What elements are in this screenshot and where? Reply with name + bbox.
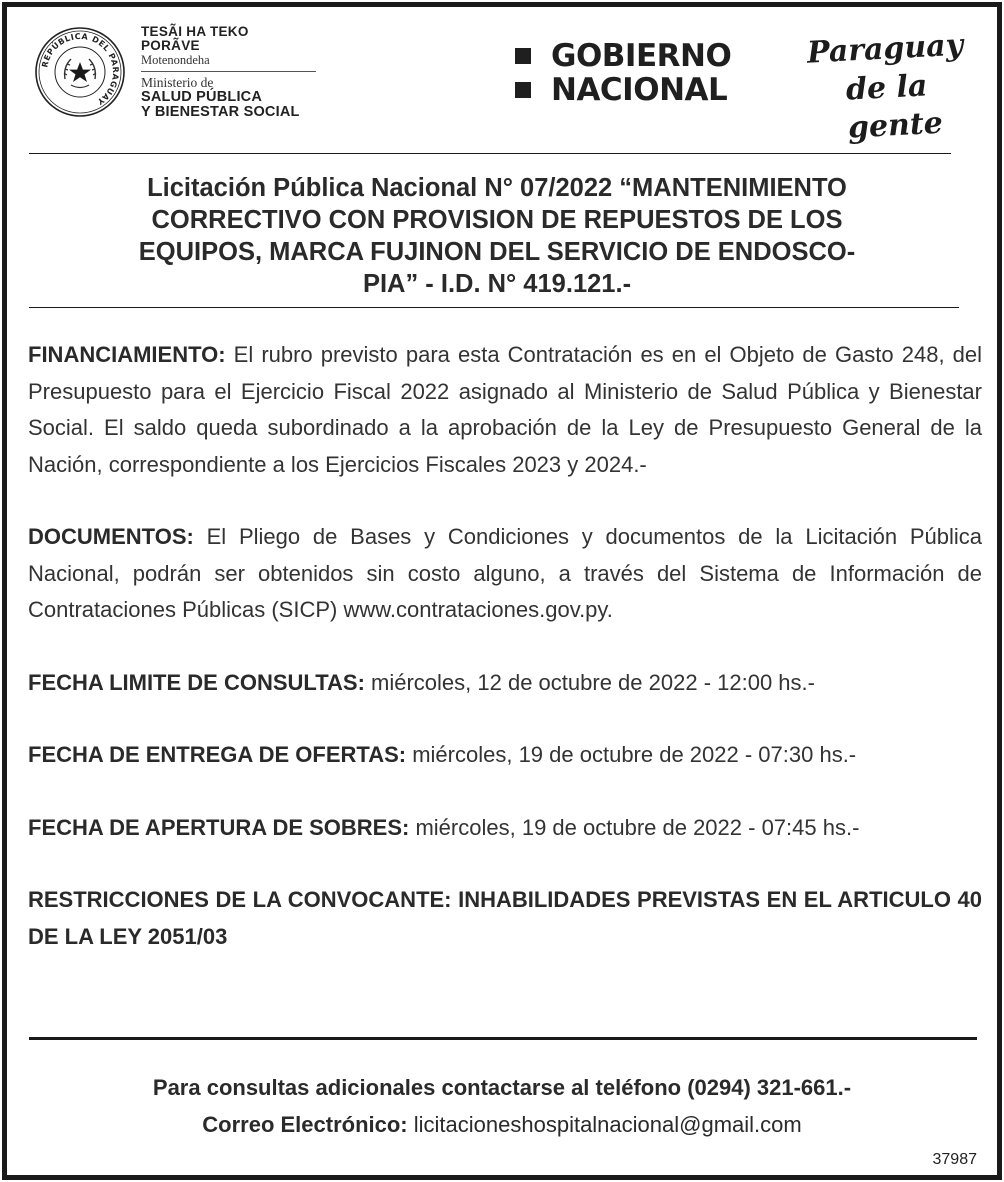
entrega-paragraph (28, 737, 982, 774)
gobierno-line-2: NACIONAL (551, 72, 728, 108)
ministry-logo (141, 25, 331, 120)
tender-title (47, 172, 947, 300)
ministry-line-3: Motenondeha (141, 53, 210, 67)
title-line-3: EQUIPOS, MARCA FUJINON DEL SERVICIO DE ENDOSCO- (138, 238, 856, 266)
financiamiento-text: El rubro previsto para esta Contratación es en el Objeto de Gasto 248, del Presupuesto para el Ejercicio Fiscal 2022 asignado al Ministerio de Salud Pública y Bienestar Social. El saldo queda subordinado a la aprobación de la Ley de Presupuesto General de la Nación, correspondiente a los Ejercicios Fiscales 2023 y 2024.- (28, 342, 982, 477)
documentos-paragraph (28, 519, 982, 629)
ministry-line-1: TESÃI HA TEKO (141, 24, 249, 39)
financiamiento-paragraph (28, 337, 982, 483)
title-divider (29, 307, 959, 308)
documentos-text: El Pliego de Bases y Condiciones y documentos de la Licitación Pública Nacional, podrán ser obtenidos sin costo alguno, a través del Sistema de Información de Contrataciones Públicas (SICP) www.contrataciones.gov.py. (28, 524, 982, 622)
gobierno-nacional-logo (515, 39, 731, 107)
ministry-line-2: PORÃVE (141, 38, 200, 53)
contact-block (47, 1069, 957, 1143)
slogan-line-2: de la gente (845, 68, 944, 146)
gobierno-line-1: GOBIERNO (551, 38, 732, 74)
email-label: Correo Electrónico: (202, 1112, 408, 1137)
ad-code: 37987 (932, 1151, 977, 1168)
ministry-line-5: SALUD PÚBLICA (141, 89, 263, 105)
entrega-label: FECHA DE ENTREGA DE OFERTAS: (28, 742, 407, 767)
entrega-text: miércoles, 19 de octubre de 2022 - 07:30 hs.- (406, 742, 857, 767)
paraguay-slogan-logo (807, 29, 987, 145)
financiamiento-label: FINANCIAMIENTO: (28, 342, 226, 367)
consultas-paragraph (28, 665, 982, 702)
national-seal-icon (35, 27, 125, 117)
square-bullet-icon (515, 82, 531, 98)
svg-text:REPÚBLICA DEL PARAGUAY: REPÚBLICA DEL PARAGUAY (40, 31, 121, 107)
apertura-label: FECHA DE APERTURA DE SOBRES: (28, 814, 410, 840)
ministry-line-4: Ministerio de (141, 75, 214, 90)
footer-divider (29, 1037, 977, 1040)
ministry-divider (141, 71, 316, 72)
square-bullet-icon (515, 48, 531, 64)
title-line-4: PIA” - I.D. N° 419.121.- (362, 270, 632, 298)
title-line-2: CORRECTIVO CON PROVISION DE REPUESTOS DE LOS (151, 206, 843, 234)
header-divider (29, 153, 951, 154)
apertura-text: miércoles, 19 de octubre de 2022 - 07:45 hs.- (409, 814, 860, 840)
document-frame (2, 2, 1002, 1180)
restricciones-paragraph: RESTRICCIONES DE LA CONVOCANTE: INHABILIDADES PREVISTAS EN EL ARTICULO 40 DE LA LEY 2051/03 (28, 887, 982, 949)
consultas-label: FECHA LIMITE DE CONSULTAS: (28, 669, 365, 695)
slogan-line-1: Paraguay (806, 27, 964, 71)
title-line-1: Licitación Pública Nacional N° 07/2022 “MANTENIMIENTO (147, 174, 847, 202)
consultas-text: miércoles, 12 de octubre de 2022 - 12:00 hs.- (364, 669, 815, 695)
contact-phone-line: Para consultas adicionales contactarse al teléfono (0294) 321-661.- (152, 1075, 852, 1100)
apertura-paragraph (28, 810, 982, 847)
email-address: licitacioneshospitalnacional@gmail.com (407, 1112, 802, 1137)
ministry-line-6: Y BIENESTAR SOCIAL (141, 104, 300, 120)
contact-email-line (47, 1106, 957, 1143)
notice-body (28, 337, 982, 955)
documentos-label: DOCUMENTOS: (28, 524, 194, 549)
